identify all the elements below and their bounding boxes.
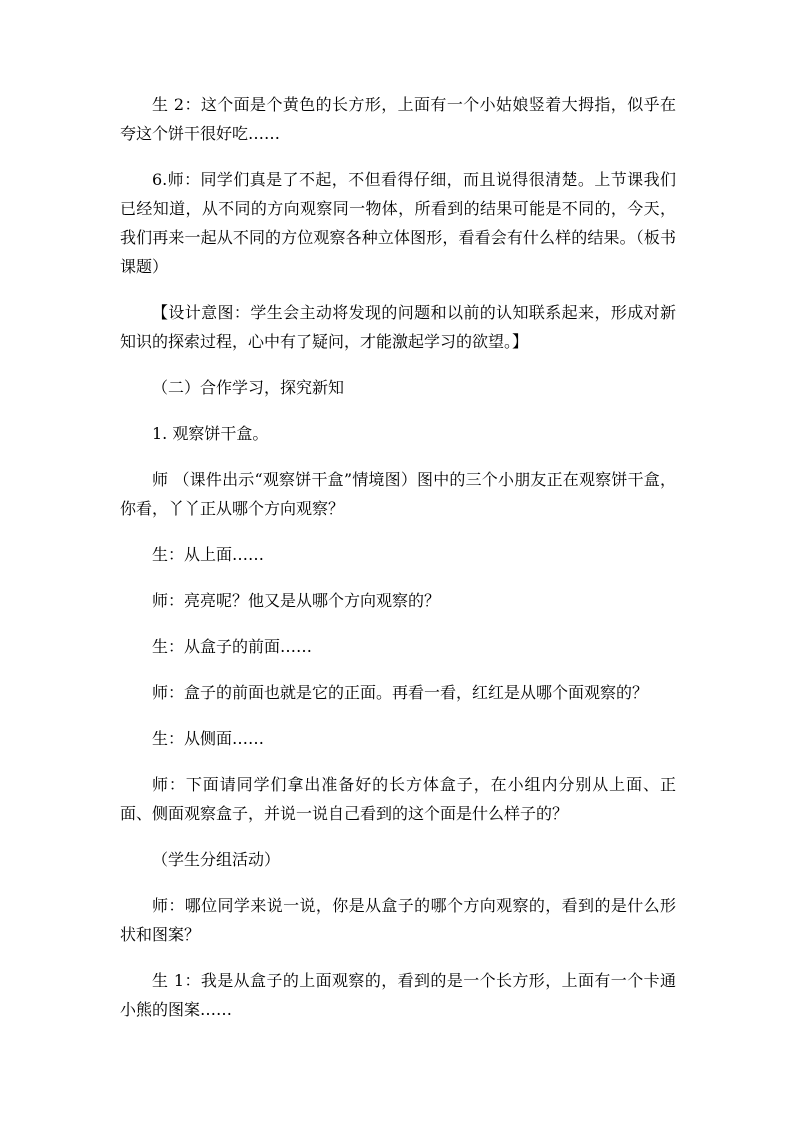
document-body: [120, 90, 676, 1024]
paragraph-teacher-ask-share: 师：哪位同学来说一说，你是从盒子的哪个方向观察的，看到的是什么形状和图案？: [120, 896, 676, 944]
paragraph-teacher-group-instructions: 师：下面请同学们拿出准备好的长方体盒子，在小组内分别从上面、正面、侧面观察盒子，并说一说自己看到的这个面是什么样子的？: [120, 775, 676, 823]
paragraph-teacher-liangliang-question: 师：亮亮呢？他又是从哪个方向观察的？: [152, 591, 441, 610]
subheading-observe-biscuit-box: 1. 观察饼干盒。: [152, 424, 269, 443]
paragraph-student1-bear-pattern: 生 1：我是从盒子的上面观察的，看到的是一个长方形，上面有一个卡通小熊的图案……: [120, 971, 676, 1019]
paragraph-student-from-front: 生：从盒子的前面……: [152, 637, 313, 656]
section-heading-cooperative-learning: （二）合作学习，探究新知: [152, 378, 345, 397]
paragraph-student-from-top: 生：从上面……: [152, 545, 265, 564]
paragraph-student-from-side: 生：从侧面……: [152, 729, 265, 748]
paragraph-design-intent: 【设计意图：学生会主动将发现的问题和以前的认知联系起来，形成对新知识的探索过程，心中有了疑问，才能激起学习的欲望。】: [120, 303, 676, 351]
paragraph-student2-yellow-rectangle: 生 2：这个面是个黄色的长方形，上面有一个小姑娘竖着大拇指，似乎在夸这个饼干很好吃……: [120, 95, 676, 143]
paragraph-teacher-front-face: 师：盒子的前面也就是它的正面。再看一看，红红是从哪个面观察的？: [152, 683, 649, 702]
paragraph-teacher-praise-lesson-topic: 6.师：同学们真是了不起，不但看得仔细，而且说得很清楚。上节课我们已经知道，从不同的方向观察同一物体，所看到的结果可能是不同的，今天，我们再来一起从不同的方位观察各种立体图形，看看会有什么样的结果。（板书课题）: [120, 170, 676, 276]
paragraph-teacher-courseware-question: 师 （课件出示“观察饼干盒”情境图）图中的三个小朋友正在观察饼干盒，你看，丫丫正从哪个方向观察？: [120, 470, 676, 518]
paragraph-group-activity: （学生分组活动）: [152, 850, 281, 869]
